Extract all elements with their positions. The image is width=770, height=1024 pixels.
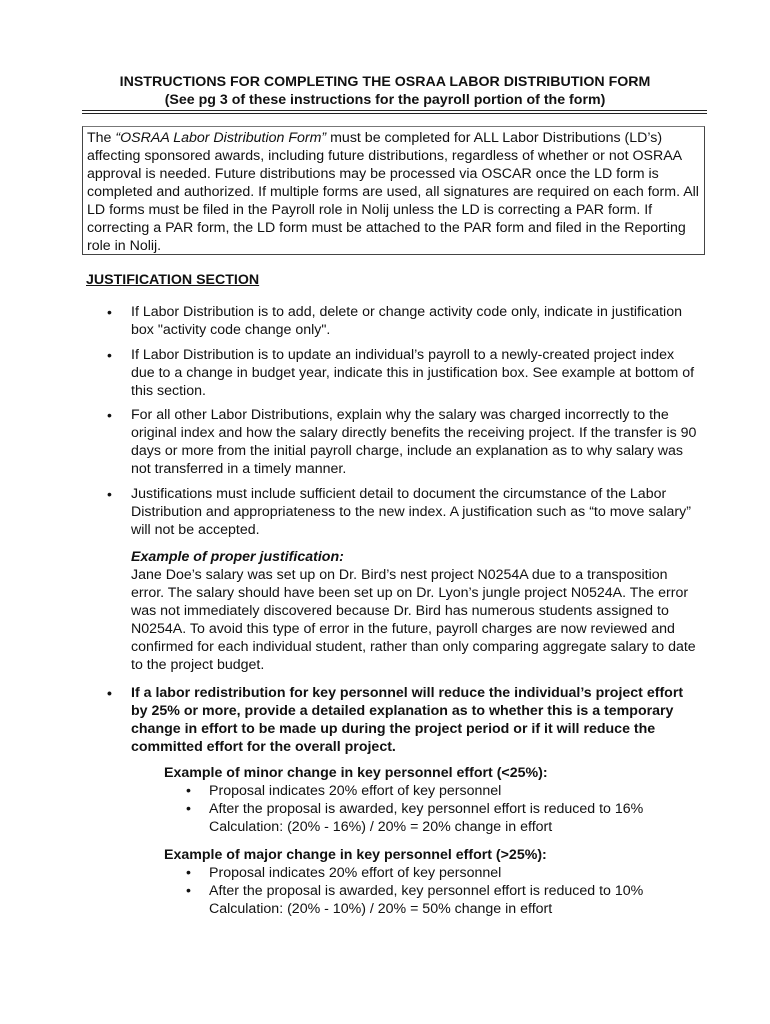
title-line-1: INSTRUCTIONS FOR COMPLETING THE OSRAA LABOR DISTRIBUTION FORM: [119, 74, 651, 90]
sub-bullet-text: After the proposal is awarded, key personnel effort is reduced to 10% Calculation: (20% - 10%) / 20% = 50% change in effort: [209, 883, 644, 917]
bullet-marker: •: [107, 347, 112, 363]
intro-text: must be completed for ALL Labor Distributions (LD’s) affecting sponsored awards, including future distributions, regardless of whether or not OSRAA approval is needed. Future distributions may be processed via OSCAR once the LD form is completed and authorized. If multiple forms are used, all signatures are required on each form. All LD forms must be filed in the Payroll role in Nolij unless the LD is correcting a PAR form. If correcting a PAR form, the LD form must be attached to the PAR form and filed in the Reporting role in Nolij.: [87, 130, 699, 254]
bullet-marker: •: [107, 486, 112, 502]
title-divider: [82, 113, 707, 114]
document-title: [60, 73, 710, 109]
bullet-marker: •: [107, 407, 112, 423]
intro-prefix: The: [87, 130, 116, 146]
major-change-heading: Example of major change in key personnel effort (>25%):: [164, 847, 547, 863]
intro-paragraph: [87, 129, 700, 255]
sub-bullet-text: Proposal indicates 20% effort of key personnel: [209, 783, 502, 799]
example-heading: Example of proper justification:: [131, 549, 344, 565]
bullet-text: Justifications must include sufficient detail to document the circumstance of the Labor Distribution and appropriateness to the new index. A justification such as “to move salary” will not be accepted.: [131, 486, 691, 538]
title-line-2: (See pg 3 of these instructions for the payroll portion of the form): [164, 92, 606, 108]
bullet-marker: •: [107, 685, 112, 701]
bullet-marker: •: [186, 865, 191, 881]
justification-heading: JUSTIFICATION SECTION: [86, 272, 260, 288]
sub-bullet-text: Proposal indicates 20% effort of key personnel: [209, 865, 502, 881]
example-body: Jane Doe’s salary was set up on Dr. Bird’s nest project N0254A due to a transposition error. The salary should have been set up on Dr. Lyon’s jungle project N0524A. The error was not immediately discovered because Dr. Bird has numerous students assigned to N0254A. To avoid this type of error in the future, payroll charges are now reviewed and confirmed for each individual student, rather than only comparing aggregate salary to date to the project budget.: [131, 567, 696, 673]
bullet-text: For all other Labor Distributions, explain why the salary was charged incorrectly to the original index and how the salary directly benefits the receiving project. If the transfer is 90 days or more from the initial payroll charge, include an explanation as to why salary was not transferred in a timely manner.: [131, 407, 697, 477]
bullet-marker: •: [186, 883, 191, 899]
bullet-text: If Labor Distribution is to add, delete or change activity code only, indicate in justification box "activity code change only".: [131, 304, 682, 338]
sub-bullet-text: After the proposal is awarded, key personnel effort is reduced to 16% Calculation: (20% - 16%) / 20% = 20% change in effort: [209, 801, 644, 835]
key-personnel-text: If a labor redistribution for key personnel will reduce the individual’s project effort by 25% or more, provide a detailed explanation as to whether this is a temporary change in effort to be made up during the project period or if it will reduce the committed effort for the overall project.: [131, 685, 684, 755]
bullet-marker: •: [186, 801, 191, 817]
title-divider: [82, 110, 707, 111]
intro-box: [82, 126, 705, 255]
bullet-text: If Labor Distribution is to update an individual’s payroll to a newly-created project index due to a change in budget year, indicate this in justification box. See example at bottom of this section.: [131, 347, 695, 399]
bullet-marker: •: [186, 783, 191, 799]
form-name: “OSRAA Labor Distribution Form”: [115, 130, 327, 146]
justification-example: [131, 548, 701, 674]
bullet-marker: •: [107, 304, 112, 320]
minor-change-heading: Example of minor change in key personnel effort (<25%):: [164, 765, 548, 781]
